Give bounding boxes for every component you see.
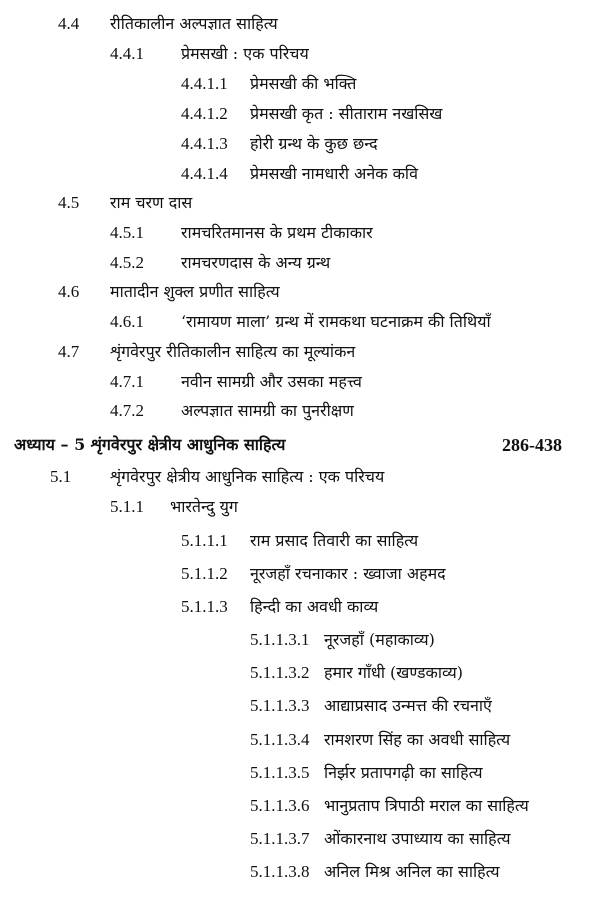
section-number: 5.1.1.3: [181, 597, 228, 616]
section-number: 5.1.1: [110, 497, 144, 516]
section-title: राम चरण दास: [110, 193, 193, 212]
section-number: 4.4.1.1: [181, 74, 228, 93]
section-title: निर्झर प्रतापगढ़ी का साहित्य: [324, 763, 483, 782]
section-number: 4.7.1: [110, 372, 144, 391]
section-number: 4.5.2: [110, 253, 144, 272]
chapter-page-range: 286-438: [502, 435, 562, 455]
section-title: ‘रामायण माला’ ग्रन्थ में रामकथा घटनाक्रम की तिथियाँ: [181, 312, 491, 331]
section-number: 4.4.1.2: [181, 104, 228, 123]
section-number: 5.1.1.3.4: [250, 730, 310, 749]
section-title: प्रेमसखी कृत : सीताराम नखसिख: [250, 104, 443, 123]
section-number: 5.1.1.3.5: [250, 763, 310, 782]
section-number: 4.5.1: [110, 223, 144, 242]
chapter-heading: [14, 430, 562, 460]
section-number: 4.4: [58, 14, 80, 33]
section-number: 4.5: [58, 193, 80, 212]
section-number: 5.1.1.3.7: [250, 829, 310, 848]
section-title: अनिल मिश्र अनिल का साहित्य: [324, 862, 500, 881]
section-number: 4.7: [58, 342, 80, 361]
chapter-title: अध्याय – 5 शृंगवेरपुर क्षेत्रीय आधुनिक साहित्य: [14, 435, 286, 454]
section-number: 4.7.2: [110, 401, 144, 420]
section-number: 5.1.1.3.6: [250, 796, 310, 815]
section-title: प्रेमसखी : एक परिचय: [181, 44, 309, 63]
section-title: नूरजहाँ (महाकाव्य): [324, 630, 435, 649]
section-title: रामचरणदास के अन्य ग्रन्थ: [181, 253, 331, 272]
section-title: भारतेन्दु युग: [170, 497, 238, 516]
section-title: नूरजहाँ रचनाकार : ख्वाजा अहमद: [250, 564, 446, 583]
section-number: 5.1.1.2: [181, 564, 228, 583]
section-number: 4.4.1: [110, 44, 144, 63]
section-title: होरी ग्रन्थ के कुछ छन्द: [250, 134, 378, 153]
section-title: रीतिकालीन अल्पज्ञात साहित्य: [110, 14, 278, 33]
section-title: ओंकारनाथ उपाध्याय का साहित्य: [324, 829, 511, 848]
section-title: नवीन सामग्री और उसका महत्त्व: [181, 372, 362, 391]
section-number: 5.1.1.3.3: [250, 696, 310, 715]
section-number: 4.4.1.3: [181, 134, 228, 153]
section-title: प्रेमसखी की भक्ति: [250, 74, 357, 93]
section-number: 4.6: [58, 282, 80, 301]
section-title: रामशरण सिंह का अवधी साहित्य: [324, 730, 511, 749]
section-title: भानुप्रताप त्रिपाठी मराल का साहित्य: [324, 796, 529, 815]
section-number: 4.4.1.4: [181, 164, 228, 183]
section-number: 4.6.1: [110, 312, 144, 331]
section-number: 5.1.1.3.1: [250, 630, 310, 649]
section-title: मातादीन शुक्ल प्रणीत साहित्य: [110, 282, 280, 301]
section-title: अल्पज्ञात सामग्री का पुनरीक्षण: [181, 401, 354, 420]
section-title: राम प्रसाद तिवारी का साहित्य: [250, 531, 419, 550]
section-title: प्रेमसखी नामधारी अनेक कवि: [250, 164, 418, 183]
section-title: शृंगवेरपुर रीतिकालीन साहित्य का मूल्यांकन: [110, 342, 356, 361]
section-number: 5.1.1.3.2: [250, 663, 310, 682]
section-number: 5.1.1.3.8: [250, 862, 310, 881]
section-number: 5.1: [50, 467, 72, 486]
section-title: शृंगवेरपुर क्षेत्रीय आधुनिक साहित्य : एक परिचय: [110, 467, 385, 486]
section-title: रामचरितमानस के प्रथम टीकाकार: [181, 223, 373, 242]
section-title: आद्याप्रसाद उन्मत्त की रचनाएँ: [324, 696, 492, 715]
section-title: हमार गाँधी (खण्डकाव्य): [324, 663, 463, 682]
section-number: 5.1.1.1: [181, 531, 228, 550]
section-title: हिन्दी का अवधी काव्य: [250, 597, 379, 616]
